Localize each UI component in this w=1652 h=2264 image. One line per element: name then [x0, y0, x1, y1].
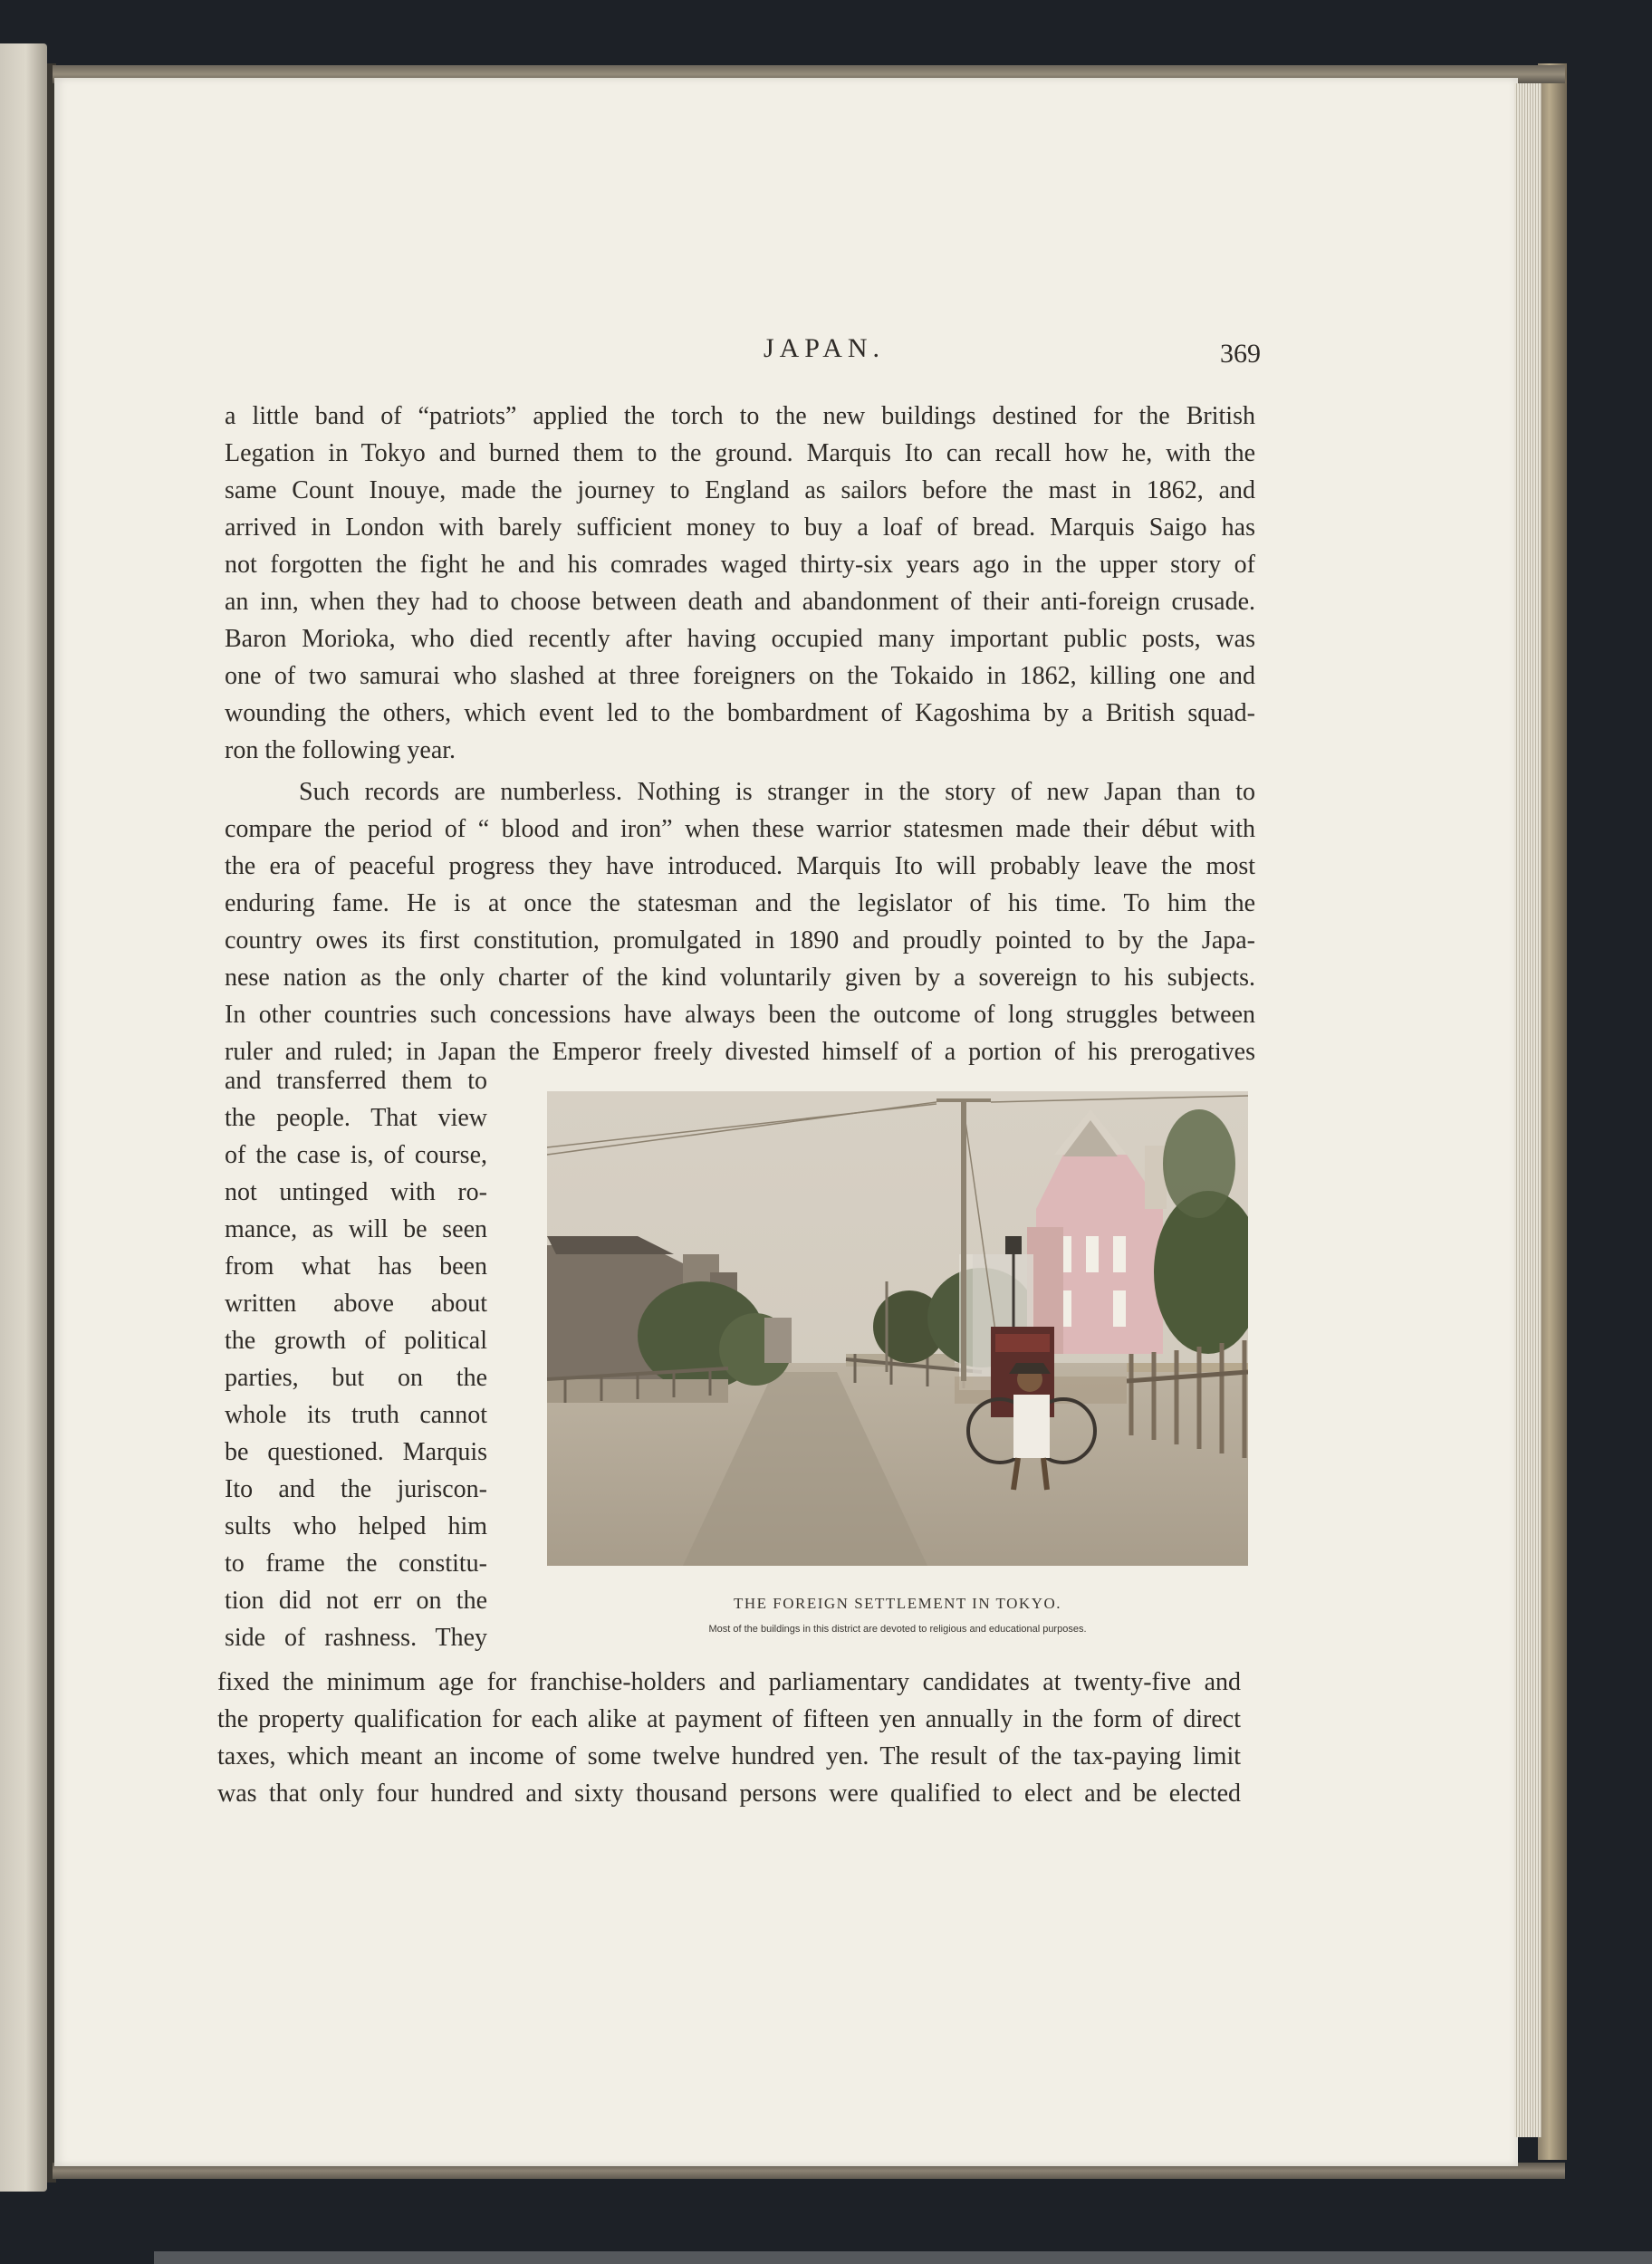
text-line: the property qualification for each alike at payment of fifteen yen annually in the form of direct: [217, 1705, 1241, 1733]
text-line: not untinged with ro-: [225, 1178, 487, 1206]
left-page-edge: [0, 43, 47, 2192]
text-line: country owes its first constitution, promulgated in 1890 and proudly pointed to by the Japa-: [225, 926, 1255, 955]
text-line: whole its truth cannot: [225, 1401, 487, 1429]
text-line: nese nation as the only charter of the kind voluntarily given by a sovereign to his subjects.: [225, 964, 1255, 992]
text-line: be questioned. Marquis: [225, 1438, 487, 1466]
text-line: tion did not err on the: [225, 1587, 487, 1615]
text-line: Legation in Tokyo and burned them to the ground. Marquis Ito can recall how he, with the: [225, 439, 1255, 467]
street-photograph: [547, 1091, 1248, 1566]
text-line: wounding the others, which event led to the bombardment of Kagoshima by a British squad-: [225, 699, 1255, 727]
text-line: from what has been: [225, 1252, 487, 1281]
text-line: Baron Morioka, who died recently after having occupied many important public posts, was: [225, 625, 1255, 653]
running-title: JAPAN.: [763, 333, 886, 363]
text-line: sults who helped him: [225, 1512, 487, 1540]
page-number: 369: [1220, 339, 1261, 369]
text-line: In other countries such concessions have always been the outcome of long struggles between: [225, 1001, 1255, 1029]
text-line: enduring fame. He is at once the statesman and the legislator of his time. To him the: [225, 889, 1255, 917]
figure-caption-subtitle: Most of the buildings in this district are devoted to religious and educational purposes.: [708, 1624, 1087, 1635]
figure-caption-title: THE FOREIGN SETTLEMENT IN TOKYO.: [733, 1595, 1061, 1612]
text-line: the growth of political: [225, 1327, 487, 1355]
text-line: fixed the minimum age for franchise-holders and parliamentary candidates at twenty-five and: [217, 1668, 1241, 1696]
text-line: written above about: [225, 1290, 487, 1318]
text-line: ron the following year.: [225, 736, 456, 764]
text-line: Ito and the juriscon-: [225, 1475, 487, 1503]
scan-background-strip: [154, 2251, 1652, 2264]
text-line: and transferred them to: [225, 1067, 487, 1095]
text-line: one of two samurai who slashed at three foreigners on the Tokaido in 1862, killing one and: [225, 662, 1255, 690]
text-line: mance, as will be seen: [225, 1215, 487, 1243]
text-line: arrived in London with barely sufficient money to buy a loaf of bread. Marquis Saigo has: [225, 513, 1255, 542]
text-line: to frame the constitu-: [225, 1549, 487, 1578]
text-line: the people. That view: [225, 1104, 487, 1132]
text-line: same Count Inouye, made the journey to England as sailors before the mast in 1862, and: [225, 476, 1255, 504]
text-line: Such records are numberless. Nothing is stranger in the story of new Japan than to: [299, 778, 1255, 806]
text-line: of the case is, of course,: [225, 1141, 487, 1169]
text-line: side of rashness. They: [225, 1624, 487, 1652]
text-line: an inn, when they had to choose between death and abandonment of their anti-foreign crusade.: [225, 588, 1255, 616]
text-line: parties, but on the: [225, 1364, 487, 1392]
text-line: taxes, which meant an income of some twelve hundred yen. The result of the tax-paying limit: [217, 1742, 1241, 1770]
text-line: compare the period of “ blood and iron” when these warrior statesmen made their début with: [225, 815, 1255, 843]
text-line: the era of peaceful progress they have introduced. Marquis Ito will probably leave the most: [225, 852, 1255, 880]
text-line: not forgotten the fight he and his comrades waged thirty-six years ago in the upper story of: [225, 551, 1255, 579]
text-line: a little band of “patriots” applied the torch to the new buildings destined for the British: [225, 402, 1255, 430]
book-cover-edge: [1538, 63, 1567, 2160]
text-line: was that only four hundred and sixty thousand persons were qualified to elect and be elected: [217, 1780, 1241, 1808]
page-stack-edge: [1514, 83, 1542, 2137]
text-line: ruler and ruled; in Japan the Emperor freely divested himself of a portion of his prerogatives: [225, 1038, 1255, 1066]
